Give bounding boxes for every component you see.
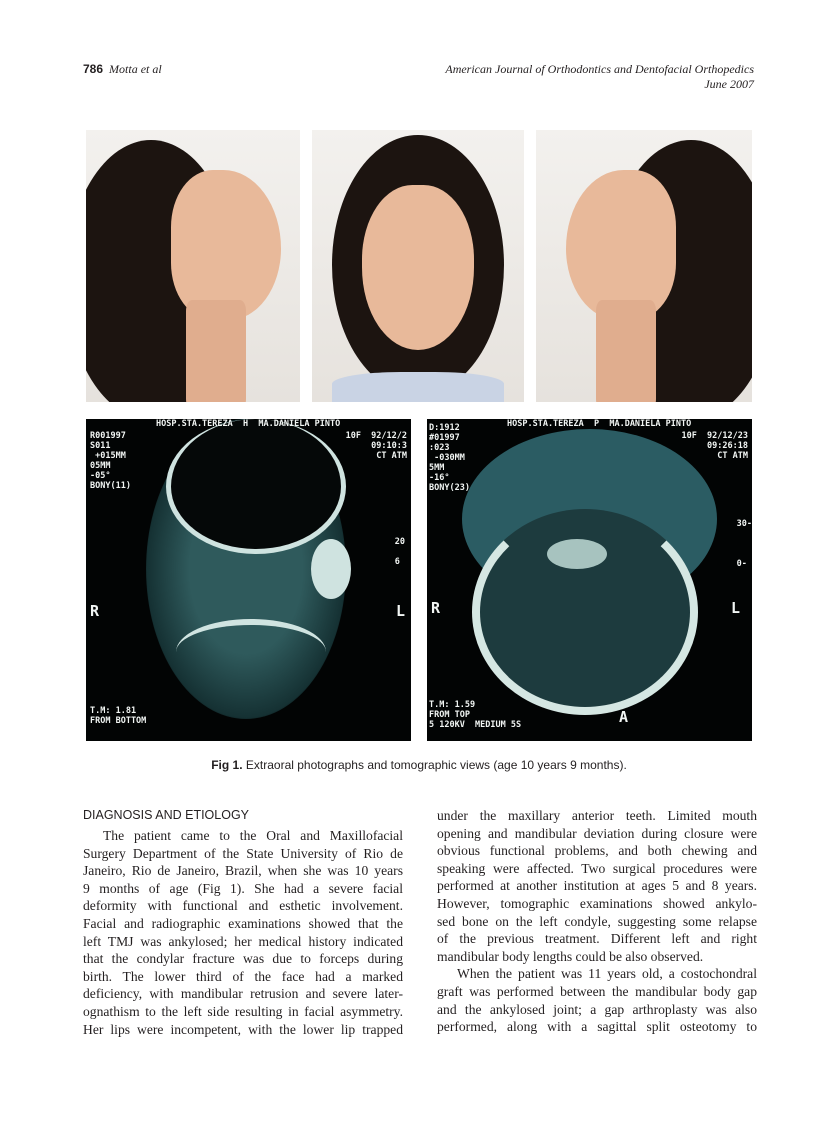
text-line: sed bone on the left condyle, suggesting some relapse [437, 913, 757, 929]
text-line: left TMJ was ankylosed; her medical history indicated [83, 933, 403, 949]
ct-left-orient-l: L [395, 602, 405, 620]
text-line: of the previous treatment. Different left and right [437, 931, 757, 947]
text-line: When the patient was 11 years old, a costochondral [457, 966, 757, 982]
text-line: Surgery Department of the State University of Rio de [83, 845, 403, 861]
text-line: that the condylar fracture was due to forceps during [83, 951, 403, 967]
ct-left-date: 10F 92/12/2 09:10:3 CT ATM [345, 431, 407, 461]
running-header-right [445, 62, 754, 92]
text-line: Her lips were incompetent, with the lower lip trapped [83, 1021, 403, 1037]
ct-right-orient-a: A [619, 708, 629, 726]
ct-right-orient-r: R [431, 599, 441, 617]
text-line: deformity with functional and esthetic involvement. [83, 898, 403, 914]
text-line: birth. The lower third of the face had a marked [83, 968, 403, 984]
caption-text: Extraoral photographs and tomographic views (age 10 years 9 months). [245, 758, 627, 772]
text-line: mandibular body lengths could be also observed. [437, 948, 704, 964]
text-line: obvious functional problems, and both chewing and [437, 843, 757, 859]
text-line: performed at another institution at ages 5 and 8 years. [437, 878, 757, 894]
running-header-left [83, 62, 162, 77]
text-line: Janeiro, Rio de Janeiro, Brazil, when she was 10 years [83, 863, 403, 879]
page-number: 786 [83, 62, 104, 76]
ct-left-bottom-info: T.M: 1.81 FROM BOTTOM [90, 706, 147, 726]
ct-right-scale: 30- 0- [736, 519, 752, 569]
ct-right-bottom-info: T.M: 1.59 FROM TOP 5 120KV MEDIUM 5S [429, 700, 522, 730]
ct-right-hospital: HOSP.STA.TEREZA P MA.DANIELA PINTO [507, 419, 692, 429]
left-column [83, 827, 403, 1038]
text-line: However, tomographic examinations showed ankylo- [437, 895, 757, 911]
figure-caption [0, 758, 838, 772]
text-line: and the ankylosed joint; a gap arthroplasty was also [437, 1001, 757, 1017]
ct-left-scan-info: R001997 S011 +015MM 05MM -05° BONY(11) [90, 431, 131, 491]
photo-frontal [312, 130, 524, 402]
section-heading: DIAGNOSIS AND ETIOLOGY [83, 808, 250, 822]
text-line: deficiency, with mandibular retrusion and severe later- [83, 986, 403, 1002]
text-line: opening and mandibular deviation during closure were [437, 825, 757, 841]
ct-coronal-view [427, 419, 752, 741]
ct-right-orient-l: L [730, 599, 740, 617]
photo-right-profile [86, 130, 300, 402]
text-line: Facial and radiographic examinations showed that the [83, 915, 403, 931]
issue-date: June 2007 [704, 77, 754, 91]
ct-left-hospital: HOSP.STA.TEREZA H MA.DANIELA PINTO [156, 419, 341, 429]
text-line: 9 months of age (Fig 1). She had a severe facial [83, 880, 403, 896]
text-line: graft was performed between the mandibular body gap [437, 983, 757, 999]
ct-left-orient-r: R [90, 602, 100, 620]
text-line: under the maxillary anterior teeth. Limited mouth [437, 808, 757, 823]
ct-axial-view [86, 419, 411, 741]
text-line: The patient came to the Oral and Maxillofacial [103, 828, 403, 843]
ct-left-scale: 20 6 [394, 537, 405, 567]
right-column [437, 807, 757, 1036]
ct-right-scan-info: D:1912 #01997 :023 -030MM 5MM -16° BONY(23) [429, 423, 470, 493]
journal-title: American Journal of Orthodontics and Dentofacial Orthopedics [445, 62, 754, 76]
text-line: ognathism to the left side resulting in facial asymmetry. [83, 1003, 403, 1019]
ct-right-date: 10F 92/12/23 09:26:18 CT ATM [681, 431, 748, 461]
text-line: speaking were affected. Two surgical procedures were [437, 860, 757, 876]
caption-label: Fig 1. [211, 758, 243, 772]
photo-left-profile [536, 130, 752, 402]
text-line: performed, along with a sagittal split osteotomy to [437, 1019, 757, 1035]
authors: Motta et al [109, 62, 162, 76]
